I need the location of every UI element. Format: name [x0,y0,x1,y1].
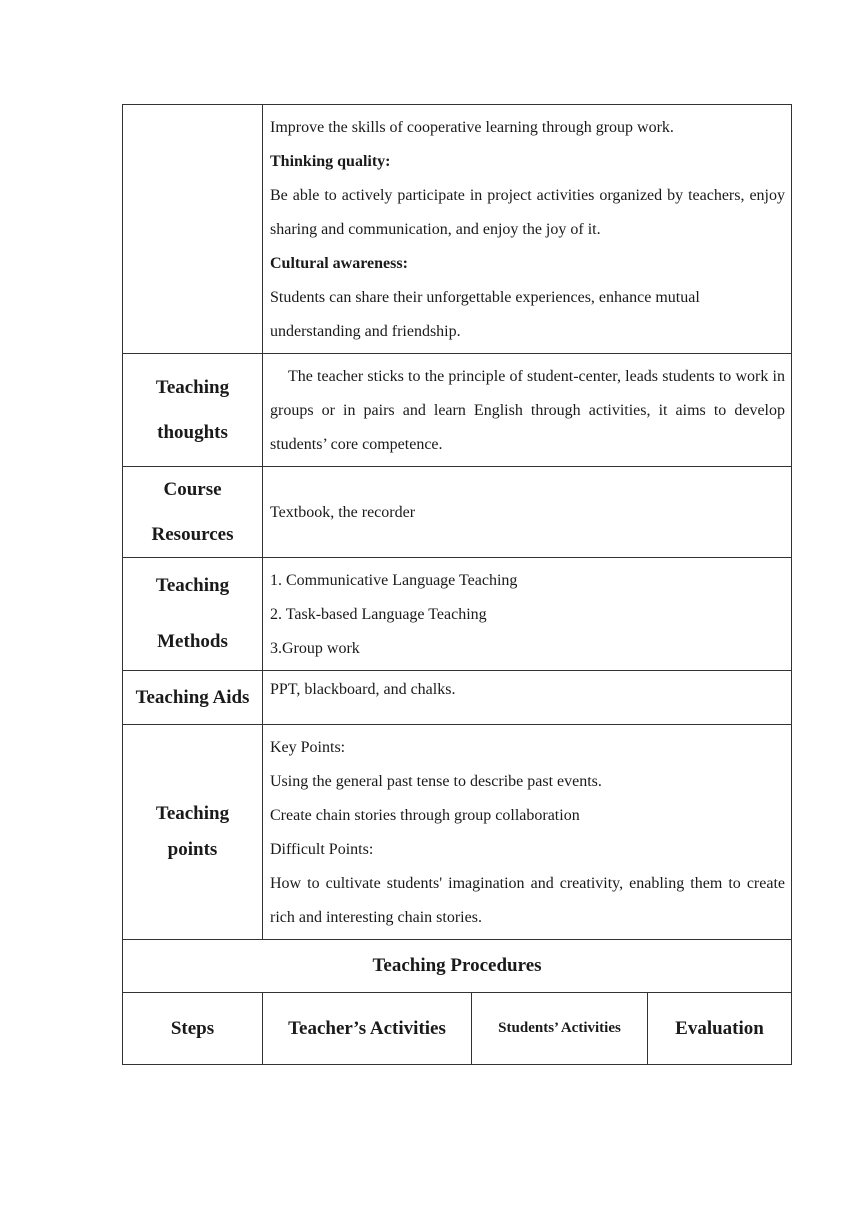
procedures-header-row [123,993,792,1065]
course-resources-label-2: Resources [151,523,234,545]
teaching-aids-label: Teaching Aids [135,686,250,708]
objective-line: Improve the skills of cooperative learning through group work. [270,119,674,136]
teaching-thoughts-label: Teaching [155,376,230,398]
course-resources-row [123,467,792,558]
students-activities-header: Students’ Activities [472,993,648,1065]
difficult-point-item: How to cultivate students' imagination and creativity, enabling them to create rich and interesting chain stories. [270,875,785,926]
teaching-points-label-2: points [167,839,218,860]
teaching-points-row [123,725,792,940]
teaching-methods-label: Teaching [155,575,230,596]
teaching-points-content [263,725,792,940]
course-resources-text: Textbook, the recorder [270,504,416,521]
objective-line: Students can share their unforgettable experiences, enhance mutual understanding and friendship. [270,289,700,340]
course-resources-content [263,467,792,558]
teaching-points-label-cell [123,725,263,940]
method-item: 1. Communicative Language Teaching [270,572,518,589]
method-item: 2. Task-based Language Teaching [270,606,487,623]
cultural-awareness-heading: Cultural awareness: [270,255,408,272]
key-point-item: Using the general past tense to describe past events. [270,773,602,790]
lesson-plan-table [122,104,792,1065]
teaching-aids-row [123,671,792,725]
objectives-label-cell [123,105,263,354]
teaching-methods-row [123,558,792,671]
teaching-aids-content [263,671,792,725]
key-point-item: Create chain stories through group collaboration [270,807,580,824]
steps-header: Steps [123,993,263,1065]
teaching-thoughts-text: The teacher sticks to the principle of student-center, leads students to work in groups or in pairs and learn English through activities, it aims to develop students’ core competence. [270,368,785,453]
method-item: 3.Group work [270,640,360,657]
evaluation-header: Evaluation [648,993,792,1065]
objectives-content [263,105,792,354]
teaching-thoughts-label-cell [123,354,263,467]
difficult-points-heading: Difficult Points: [270,841,374,858]
teaching-aids-label-cell [123,671,263,725]
teaching-methods-label-2: Methods [157,631,228,652]
thinking-quality-heading: Thinking quality: [270,153,391,170]
objectives-row [123,105,792,354]
teaching-methods-content [263,558,792,671]
teaching-procedures-title: Teaching Procedures [123,940,792,993]
teaching-thoughts-content [263,354,792,467]
teaching-aids-text: PPT, blackboard, and chalks. [270,681,456,698]
teaching-points-label: Teaching [155,803,230,824]
course-resources-label: Course [163,478,222,500]
teaching-procedures-title-row [123,940,792,993]
teaching-thoughts-label-2: thoughts [157,421,228,443]
key-points-heading: Key Points: [270,739,346,756]
course-resources-label-cell [123,467,263,558]
teaching-methods-label-cell [123,558,263,671]
teaching-thoughts-row [123,354,792,467]
teacher-activities-header: Teacher’s Activities [263,993,472,1065]
objective-line: Be able to actively participate in project activities organized by teachers, enjoy sharing and communication, and enjoy the joy of it. [270,187,785,238]
